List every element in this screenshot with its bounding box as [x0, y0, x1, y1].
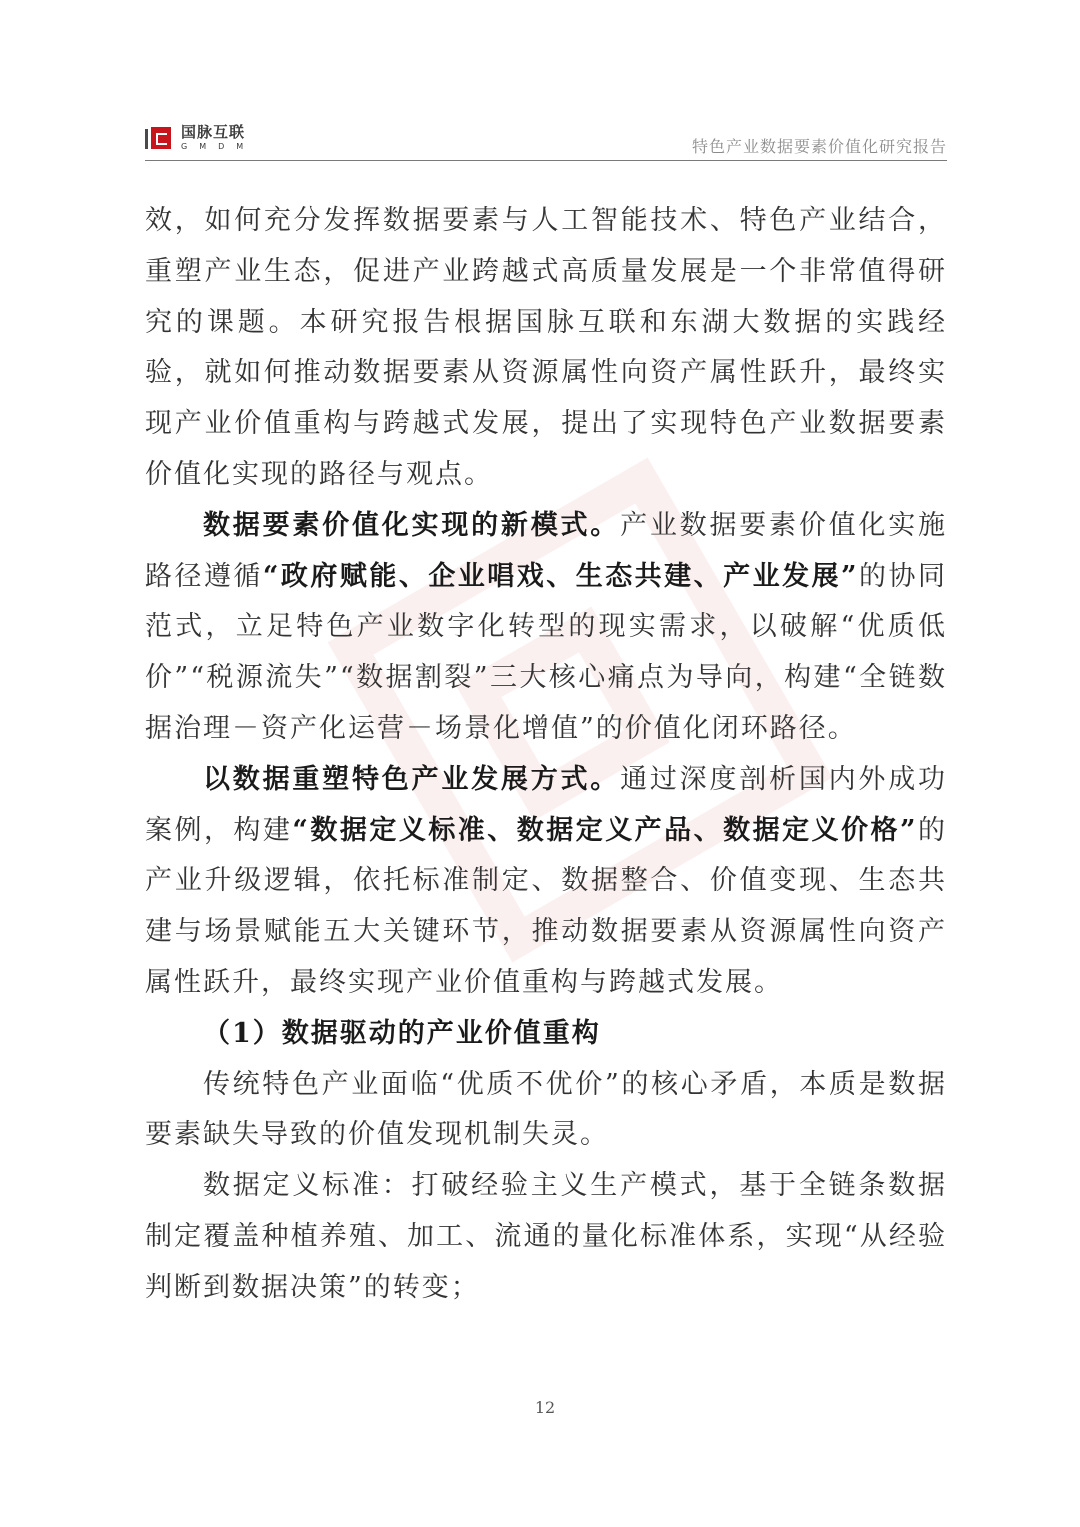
paragraph-reshape	[145, 755, 947, 1009]
report-title: 特色产业数据要素价值化研究报告	[691, 137, 947, 156]
header-divider	[145, 160, 947, 161]
paragraph-new-model	[145, 501, 947, 755]
page-number: 12	[534, 1398, 556, 1417]
paragraph-text: 通过深度剖析国内外成功案例，构建	[145, 763, 948, 846]
logo-text-cn: 国脉互联	[181, 123, 246, 141]
logo-text-en: GMDM	[181, 142, 256, 151]
paragraph-data-standard: 数据定义标准：打破经验主义生产模式，基于全链条数据制定覆盖种植养殖、加工、流通的量化标准体系，实现“从经验判断到数据决策”的转变；	[145, 1170, 947, 1303]
page-header	[145, 118, 947, 162]
paragraph-text: 产业数据要素价值化实施路径遵循	[145, 509, 948, 592]
paragraph-intro: 效，如何充分发挥数据要素与人工智能技术、特色产业结合，重塑产业生态，促进产业跨越式高质量发展是一个非常值得研究的课题。本研究报告根据国脉互联和东湖大数据的实践经验，就如何推动数据要素从资源属性向资产属性跃升，最终实现产业价值重构与跨越式发展，提出了实现特色产业数据要素价值化实现的路径与观点。	[145, 205, 947, 490]
paragraph-emphasis: “数据定义标准、数据定义产品、数据定义价格”	[292, 814, 918, 846]
section-heading: （1）数据驱动的产业价值重构	[203, 1017, 601, 1049]
page-body	[145, 196, 947, 1314]
paragraph-text: 的协同范式，立足特色产业数字化转型的现实需求，以破解“优质低价”“税源流失”“数据割裂”三大核心痛点为导向，构建“全链数据治理－资产化运营－场景化增值”的价值化闭环路径。	[145, 560, 948, 744]
paragraph-heading-new-model: 数据要素价值化实现的新模式。	[203, 509, 621, 541]
paragraph-text: 的产业升级逻辑，依托标准制定、数据整合、价值变现、生态共建与场景赋能五大关键环节，推动数据要素从资源属性向资产属性跃升，最终实现产业价值重构与跨越式发展。	[145, 814, 948, 998]
company-logo	[145, 122, 255, 154]
logo-mark-icon	[145, 125, 175, 151]
paragraph-emphasis: “政府赋能、企业唱戏、生态共建、产业发展”	[262, 560, 859, 592]
paragraph-heading-reshape: 以数据重塑特色产业发展方式。	[203, 763, 621, 795]
paragraph-contradiction: 传统特色产业面临“优质不优价”的核心矛盾，本质是数据要素缺失导致的价值发现机制失灵。	[145, 1068, 947, 1151]
